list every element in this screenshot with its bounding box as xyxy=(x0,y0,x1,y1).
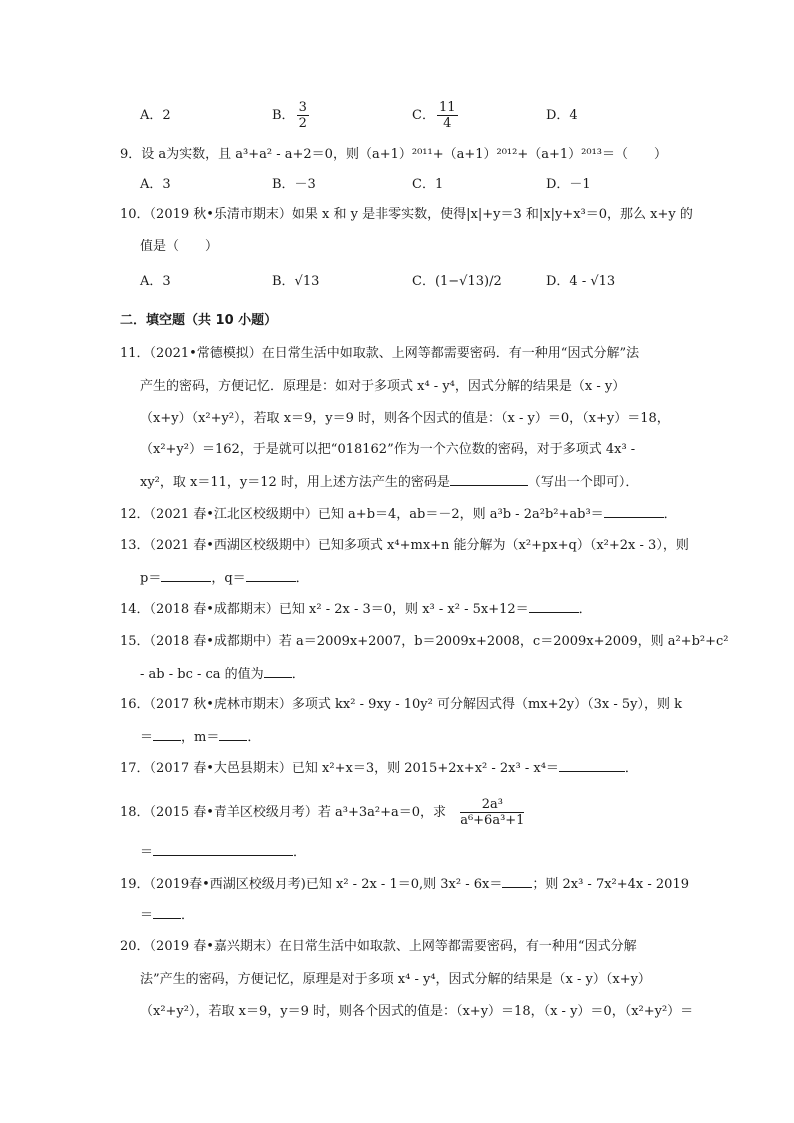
q13-p-label: p＝ xyxy=(140,571,162,586)
q12-text: 12．（2021 春•江北区校级期中）已知 a+b＝4，ab＝－2，则 a³b - 2a²b²+ab³＝ xyxy=(120,507,604,522)
q8-option-c xyxy=(412,100,460,131)
q14-text: 14．（2018 春•成都期末）已知 x² - 2x - 3＝0，则 x³ - x² - 5x+12＝ xyxy=(120,602,529,617)
q12-stem: 12．（2021 春•江北区校级期中）已知 a+b＝4，ab＝－2，则 a³b - 2a²b²+ab³＝ ． xyxy=(120,507,677,522)
q9-option-d: D．－1 xyxy=(546,177,591,192)
q18-equals: ＝ xyxy=(140,845,154,860)
answer-blank[interactable] xyxy=(450,473,528,486)
q13-q-label: ，q＝ xyxy=(211,571,246,586)
q8-option-b-numerator: 3 xyxy=(298,100,307,115)
answer-blank[interactable] xyxy=(502,875,532,888)
q20-line1: 20．（2019 春•嘉兴期末）在日常生活中如取款、上网等都需要密码，有一种用“因式分解 xyxy=(120,939,637,954)
q10-stem-line2: 值是（ ） xyxy=(140,239,219,254)
q19-text-tail: ；则 2x³ - 7x²+4x - 2019 xyxy=(532,877,689,892)
q17-stem: 17．（2017 春•大邑县期末）已知 x²+x＝3，则 2015+2x+x² - 2x³ - x⁴＝ ． xyxy=(120,761,638,776)
q20-line3: （x²+y²），若取 x＝9，y＝9 时，则各个因式的值是：（x+y）＝18，（x - y）＝0，（x²+y²）＝ xyxy=(140,1004,694,1019)
q10-option-a: A．3 xyxy=(140,274,171,289)
q18-numerator: 2a³ xyxy=(460,797,524,813)
q13-line2: p＝ ，q＝ ． xyxy=(140,571,309,586)
q10-option-c: C．(1−√13)/2 xyxy=(412,274,502,289)
q19-equals: ＝ xyxy=(140,908,154,923)
q19-text: 19．（2019春•西湖区校级月考)已知 x² - 2x - 1＝0,则 3x² - 6x＝ xyxy=(120,877,503,892)
q8-option-c-label: C． xyxy=(412,108,435,123)
q10-option-b: B．√13 xyxy=(272,274,320,289)
q18-answer-line: ＝ ． xyxy=(140,845,307,860)
q8-option-b-label: B． xyxy=(272,108,295,123)
q16-m-label: ，m＝ xyxy=(181,730,220,745)
q15-line2: - ab - bc - ca 的值为 ． xyxy=(140,667,305,682)
answer-blank[interactable] xyxy=(246,569,296,582)
section-heading: 二．填空题（共 10 小题） xyxy=(120,313,278,328)
q11-line2: 产生的密码，方便记忆．原理是：如对于多项式 x⁴ - y⁴，因式分解的结果是（x - y） xyxy=(140,379,626,394)
q9-stem: 9．设 a为实数，且 a³+a² - a+2＝0，则（a+1）²⁰¹¹+（a+1）²⁰¹²+（a+1）²⁰¹³＝（ ） xyxy=(120,147,668,162)
q16-line1: 16．（2017 秋•虎林市期末）多项式 kx² - 9xy - 10y² 可分解因式得（mx+2y）（3x - 5y），则 k xyxy=(120,697,683,712)
q19-line1 xyxy=(120,875,689,894)
answer-blank[interactable] xyxy=(219,728,247,741)
answer-blank[interactable] xyxy=(161,569,211,582)
q11-line5 xyxy=(140,473,638,492)
q8-option-c-denominator: 4 xyxy=(443,116,452,131)
q14-stem: 14．（2018 春•成都期末）已知 x² - 2x - 3＝0，则 x³ - x² - 5x+12＝ ． xyxy=(120,602,592,617)
q11-line1: 11．（2021•常德模拟）在日常生活中如取款、上网等都需要密码．有一种用“因式分解”法 xyxy=(120,346,640,361)
q11-line3: （x+y）（x²+y²），若取 x＝9，y＝9 时，则各个因式的值是：（x - y）＝0，（x+y）＝18， xyxy=(140,411,670,426)
q11-line5-text: xy²，取 x＝11，y＝12 时，用上述方法产生的密码是 xyxy=(140,475,450,490)
q8-option-c-numerator: 11 xyxy=(438,100,456,115)
q17-text: 17．（2017 春•大邑县期末）已知 x²+x＝3，则 2015+2x+x² - 2x³ - x⁴＝ xyxy=(120,761,559,776)
answer-blank[interactable] xyxy=(559,759,625,772)
q20-line2: 法”产生的密码，方便记忆，原理是对于多项 x⁴ - y⁴，因式分解的结果是（x - y）（x+y） xyxy=(140,972,651,987)
q16-line2: ＝ ，m＝ ． xyxy=(140,730,261,745)
answer-blank[interactable] xyxy=(604,505,664,518)
q11-line4: （x²+y²）＝162，于是就可以把“018162”作为一个六位数的密码，对于多项式 4x³ - xyxy=(140,442,636,457)
q18-denominator: a⁶+6a³+1 xyxy=(460,813,525,828)
q15-text: - ab - bc - ca 的值为 xyxy=(140,667,264,682)
q10-option-d: D．4 - √13 xyxy=(546,274,616,289)
q8-option-b xyxy=(272,100,311,131)
q18-fraction xyxy=(460,797,524,828)
q11-line5-tail: （写出一个即可）． xyxy=(527,475,639,490)
q10-stem-line1: 10．（2019 秋•乐清市期末）如果 x 和 y 是非零实数，使得|x|+y＝3 和|x|y+x³＝0，那么 x+y 的 xyxy=(120,207,693,222)
answer-blank[interactable] xyxy=(529,600,579,613)
q15-line1: 15．（2018 春•成都期中）若 a＝2009x+2007，b＝2009x+2008，c＝2009x+2009，则 a²+b²+c² xyxy=(120,634,729,649)
q8-option-d: D．4 xyxy=(546,108,578,123)
answer-blank[interactable] xyxy=(153,843,293,856)
q13-line1: 13．（2021 春•西湖区校级期中）已知多项式 x⁴+mx+n 能分解为（x²+px+q）（x²+2x - 3），则 xyxy=(120,538,689,553)
q8-option-a: A．2 xyxy=(140,108,171,123)
q9-option-c: C．1 xyxy=(412,177,444,192)
q8-option-b-denominator: 2 xyxy=(298,116,307,131)
q19-line2: ＝ ． xyxy=(140,908,195,923)
answer-blank[interactable] xyxy=(153,728,181,741)
q9-option-b: B．－3 xyxy=(272,177,316,192)
answer-blank[interactable] xyxy=(153,906,181,919)
q18-text: 18．（2015 春•青羊区校级月考）若 a³+3a²+a＝0，求 xyxy=(120,805,447,820)
q9-option-a: A．3 xyxy=(140,177,171,192)
q16-k-label: ＝ xyxy=(140,730,154,745)
answer-blank[interactable] xyxy=(264,665,292,678)
q18-stem xyxy=(120,797,526,828)
